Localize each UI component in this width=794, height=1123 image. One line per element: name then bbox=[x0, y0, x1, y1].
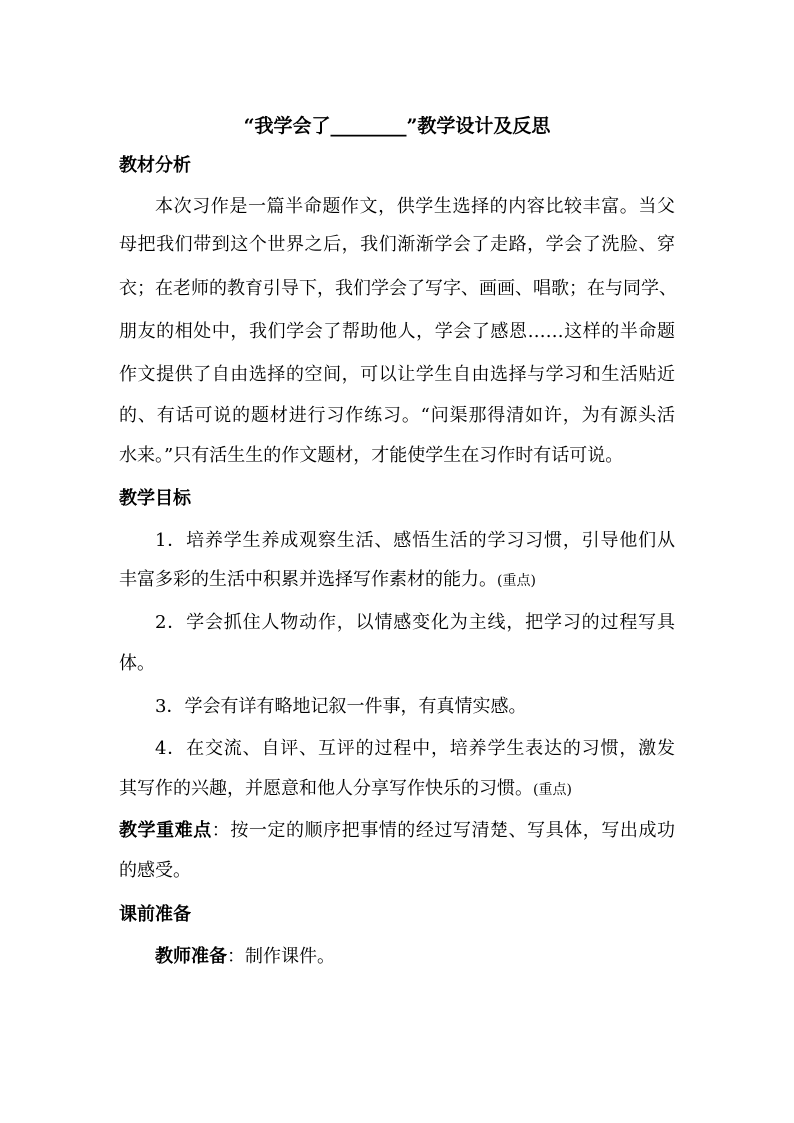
goal-item-2-line: 体。 bbox=[119, 653, 155, 674]
preparation-text: 制作课件。 bbox=[245, 946, 335, 967]
analysis-paragraph-line: 本次习作是一篇半命题作文，供学生选择的内容比较丰富。当父 bbox=[155, 196, 675, 217]
goal-item-3-line: 3．学会有详有略地记叙一件事，有真情实感。 bbox=[155, 696, 527, 717]
difficulty-label: 教学重难点 bbox=[119, 820, 212, 841]
preparation-colon: ： bbox=[227, 946, 245, 967]
goal-item-4-text: 其写作的兴趣，并愿意和他人分享写作快乐的习惯。 bbox=[119, 778, 533, 799]
analysis-paragraph-line: 的、有话可说的题材进行习作练习。“问渠那得清如许，为有源头活 bbox=[119, 405, 675, 426]
difficulty-text: 按一定的顺序把事情的经过写清楚、写具体，写出成功 bbox=[230, 820, 676, 841]
analysis-paragraph-line: 母把我们带到这个世界之后，我们渐渐学会了走路，学会了洗脸、穿 bbox=[119, 234, 675, 255]
goal-item-1-text: 丰富多彩的生活中积累并选择写作素材的能力。 bbox=[119, 569, 497, 590]
section-heading-analysis: 教材分析 bbox=[119, 155, 191, 176]
goal-item-4-note: (重点) bbox=[533, 782, 572, 798]
goal-item-1-line bbox=[119, 566, 675, 595]
analysis-paragraph-line: 朋友的相处中，我们学会了帮助他人，学会了感恩……这样的半命题 bbox=[119, 321, 675, 342]
section-heading-goals: 教学目标 bbox=[119, 488, 191, 509]
document-title: “我学会了________”教学设计及反思 bbox=[243, 115, 551, 137]
analysis-paragraph-line: 衣；在老师的教育引导下，我们学会了写字、画画、唱歌；在与同学、 bbox=[119, 278, 677, 299]
goal-item-1-line: 1．培养学生养成观察生活、感悟生活的学习习惯，引导他们从 bbox=[155, 530, 675, 551]
section-heading-preparation: 课前准备 bbox=[119, 904, 191, 925]
difficulty-colon: ： bbox=[211, 820, 231, 841]
goal-item-2-line: 2．学会抓住人物动作，以情感变化为主线，把学习的过程写具 bbox=[155, 612, 675, 633]
goal-item-4-line bbox=[119, 775, 675, 804]
preparation-line bbox=[155, 943, 675, 971]
goal-item-4-line: 4．在交流、自评、互评的过程中，培养学生表达的习惯，激发 bbox=[155, 738, 675, 759]
goal-item-1-note: (重点) bbox=[497, 573, 536, 589]
difficulty-line: 的感受。 bbox=[119, 860, 191, 881]
analysis-paragraph-line: 作文提供了自由选择的空间，可以让学生自由选择与学习和生活贴近 bbox=[119, 364, 675, 385]
difficulty-line bbox=[119, 817, 675, 845]
preparation-label: 教师准备 bbox=[155, 946, 227, 967]
analysis-paragraph-line: 水来。”只有活生生的作文题材，才能使学生在习作时有话可说。 bbox=[119, 445, 624, 466]
